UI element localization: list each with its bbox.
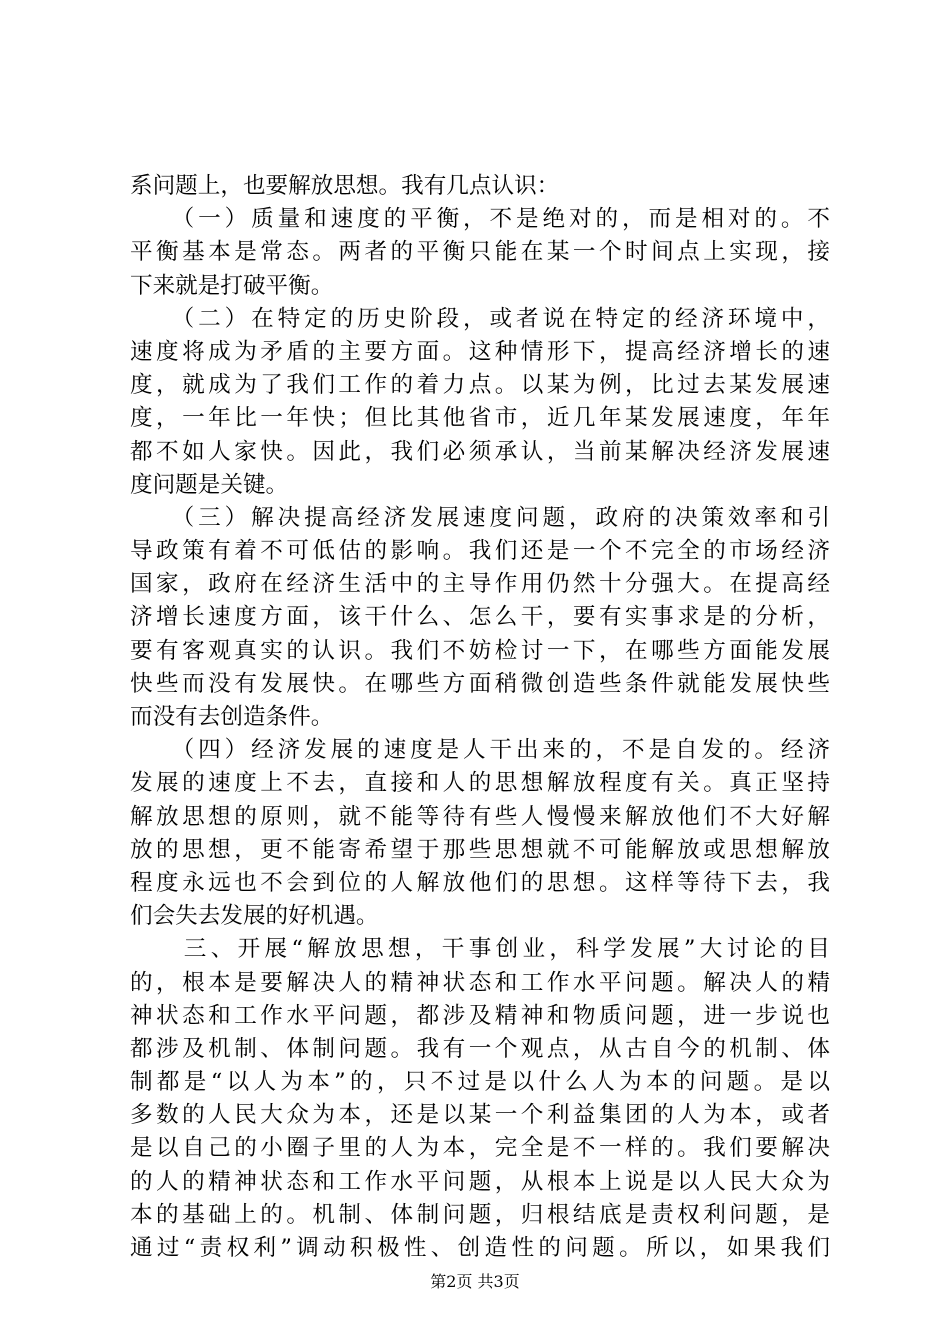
text-line: 济增长速度方面，该干什么、怎么干，要有实事求是的分析， [130, 604, 830, 631]
text-line: 系问题上，也要解放思想。我有几点认识： [130, 173, 560, 199]
text-line: 解放思想的原则，就不能等待有些人慢慢来解放他们不大好解 [130, 803, 830, 830]
text-line: 们会失去发展的好机遇。 [130, 903, 379, 930]
text-line: 下来就是打破平衡。 [130, 272, 334, 299]
text-line: 神状态和工作水平问题，都涉及精神和物质问题，进一步说也 [130, 1002, 830, 1029]
text-line: 要有客观真实的认识。我们不妨检讨一下，在哪些方面能发展 [130, 637, 830, 664]
text-line: 发展的速度上不去，直接和人的思想解放程度有关。真正坚持 [130, 770, 830, 797]
text-line: 平衡基本是常态。两者的平衡只能在某一个时间点上实现，接 [130, 239, 830, 266]
text-line: （四）经济发展的速度是人干出来的，不是自发的。经济 [130, 737, 830, 764]
text-line: 是以自己的小圈子里的人为本，完全是不一样的。我们要解决 [130, 1135, 830, 1162]
text-line: （二）在特定的历史阶段，或者说在特定的经济环境中， [130, 305, 830, 332]
text-line: 本的基础上的。机制、体制问题，归根结底是责权利问题，是 [130, 1201, 830, 1228]
text-line: 通过“责权利”调动积极性、创造性的问题。所以，如果我们 [130, 1235, 830, 1261]
text-line: 制都是“以人为本”的，只不过是以什么人为本的问题。是以 [130, 1069, 830, 1096]
text-line: 导政策有着不可低估的影响。我们还是一个不完全的市场经济 [130, 538, 830, 565]
text-line: 的，根本是要解决人的精神状态和工作水平问题。解决人的精 [130, 969, 830, 996]
page-footer: 第2页 共3页 [430, 1272, 520, 1291]
text-line: 三、开展“解放思想，干事创业，科学发展”大讨论的目 [130, 936, 830, 963]
text-line: （一）质量和速度的平衡，不是绝对的，而是相对的。不 [130, 206, 830, 233]
body-text [130, 170, 830, 1265]
text-line: （三）解决提高经济发展速度问题，政府的决策效率和引 [130, 504, 830, 531]
text-line: 国家，政府在经济生活中的主导作用仍然十分强大。在提高经 [130, 571, 830, 598]
text-line: 都涉及机制、体制问题。我有一个观点，从古自今的机制、体 [130, 1035, 830, 1062]
text-line: 程度永远也不会到位的人解放他们的思想。这样等待下去，我 [130, 869, 830, 896]
text-line: 度，就成为了我们工作的着力点。以某为例，比过去某发展速 [130, 372, 830, 399]
text-line: 的人的精神状态和工作水平问题，从根本上说是以人民大众为 [130, 1168, 830, 1195]
text-line: 而没有去创造条件。 [130, 704, 334, 730]
text-line: 都不如人家快。因此，我们必须承认，当前某解决经济发展速 [130, 438, 830, 465]
text-line: 快些而没有发展快。在哪些方面稍微创造些条件就能发展快些 [130, 670, 830, 697]
text-line: 速度将成为矛盾的主要方面。这种情形下，提高经济增长的速 [130, 338, 830, 365]
text-line: 多数的人民大众为本，还是以某一个利益集团的人为本，或者 [130, 1102, 830, 1129]
text-line: 度问题是关键。 [130, 471, 289, 498]
text-line: 放的思想，更不能寄希望于那些思想就不可能解放或思想解放 [130, 836, 830, 863]
text-line: 度，一年比一年快；但比其他省市，近几年某发展速度，年年 [130, 405, 830, 432]
